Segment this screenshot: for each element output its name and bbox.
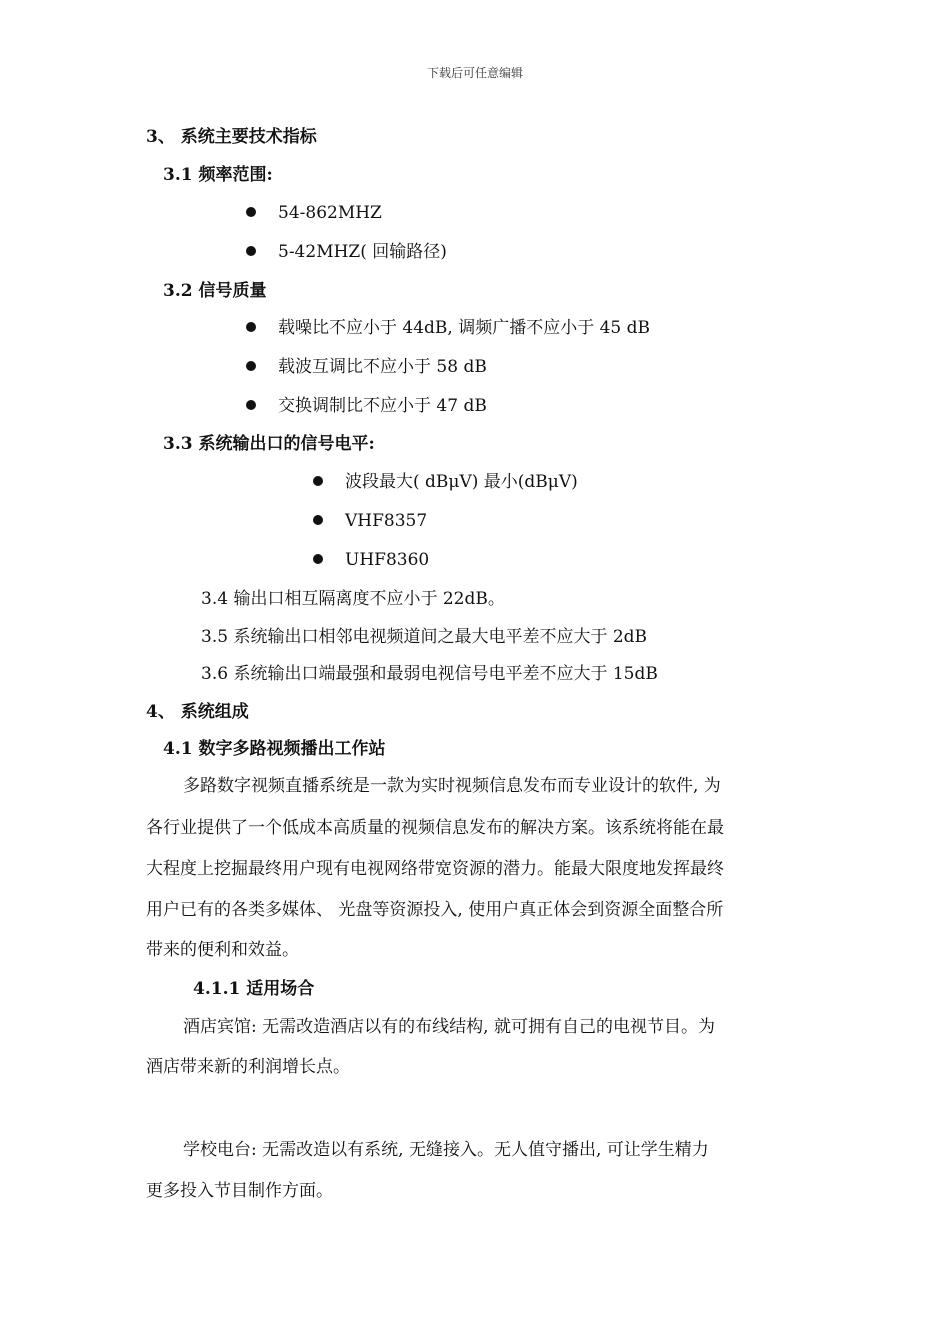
bullet-icon — [246, 361, 256, 371]
section-4-1-1-title: 4.1.1 适用场合 — [193, 979, 315, 999]
section-3-1-title: 3.1 频率范围: — [163, 165, 273, 185]
paragraph-line: 带来的便利和效益。 — [146, 940, 299, 960]
bullet-icon — [313, 554, 323, 564]
bullet-icon — [246, 246, 256, 256]
section-3-4-text: 3.4 输出口相互隔离度不应小于 22dB。 — [201, 589, 505, 609]
section-3-2-title: 3.2 信号质量 — [163, 281, 267, 301]
section-3-title: 3、 系统主要技术指标 — [146, 127, 317, 147]
list-item: 波段最大( dBμV) 最小(dBμV) — [345, 472, 578, 492]
list-item: 载噪比不应小于 44dB, 调频广播不应小于 45 dB — [278, 318, 651, 338]
paragraph-line: 酒店宾馆: 无需改造酒店以有的布线结构, 就可拥有自己的电视节目。为 — [183, 1017, 715, 1037]
section-4-title: 4、 系统组成 — [146, 702, 249, 722]
list-item: 载波互调比不应小于 58 dB — [278, 357, 487, 377]
section-3-6-text: 3.6 系统输出口端最强和最弱电视信号电平差不应大于 15dB — [201, 664, 658, 684]
paragraph-line: 大程度上挖掘最终用户现有电视网络带宽资源的潜力。能最大限度地发挥最终 — [146, 859, 724, 879]
list-item: 5-42MHZ( 回输路径) — [278, 242, 447, 262]
section-3-5-text: 3.5 系统输出口相邻电视频道间之最大电平差不应大于 2dB — [201, 627, 648, 647]
list-item: VHF8357 — [345, 511, 428, 531]
paragraph-line: 各行业提供了一个低成本高质量的视频信息发布的解决方案。该系统将能在最 — [146, 818, 724, 838]
list-item: 交换调制比不应小于 47 dB — [278, 396, 487, 416]
bullet-icon — [246, 322, 256, 332]
bullet-icon — [313, 476, 323, 486]
paragraph-line: 更多投入节目制作方面。 — [146, 1181, 333, 1201]
section-3-3-title: 3.3 系统输出口的信号电平: — [163, 434, 375, 454]
section-4-1-title: 4.1 数字多路视频播出工作站 — [163, 739, 386, 759]
bullet-icon — [246, 207, 256, 217]
paragraph-line: 学校电台: 无需改造以有系统, 无缝接入。无人值守播出, 可让学生精力 — [183, 1140, 709, 1160]
bullet-icon — [246, 400, 256, 410]
list-item: 54-862MHZ — [278, 203, 382, 223]
bullet-icon — [313, 515, 323, 525]
page-header: 下载后可任意编辑 — [426, 66, 523, 80]
paragraph-line: 酒店带来新的利润增长点。 — [146, 1057, 350, 1077]
paragraph-line: 多路数字视频直播系统是一款为实时视频信息发布而专业设计的软件, 为 — [183, 776, 721, 796]
list-item: UHF8360 — [345, 550, 430, 570]
paragraph-line: 用户已有的各类多媒体、 光盘等资源投入, 使用户真正体会到资源全面整合所 — [146, 900, 724, 920]
